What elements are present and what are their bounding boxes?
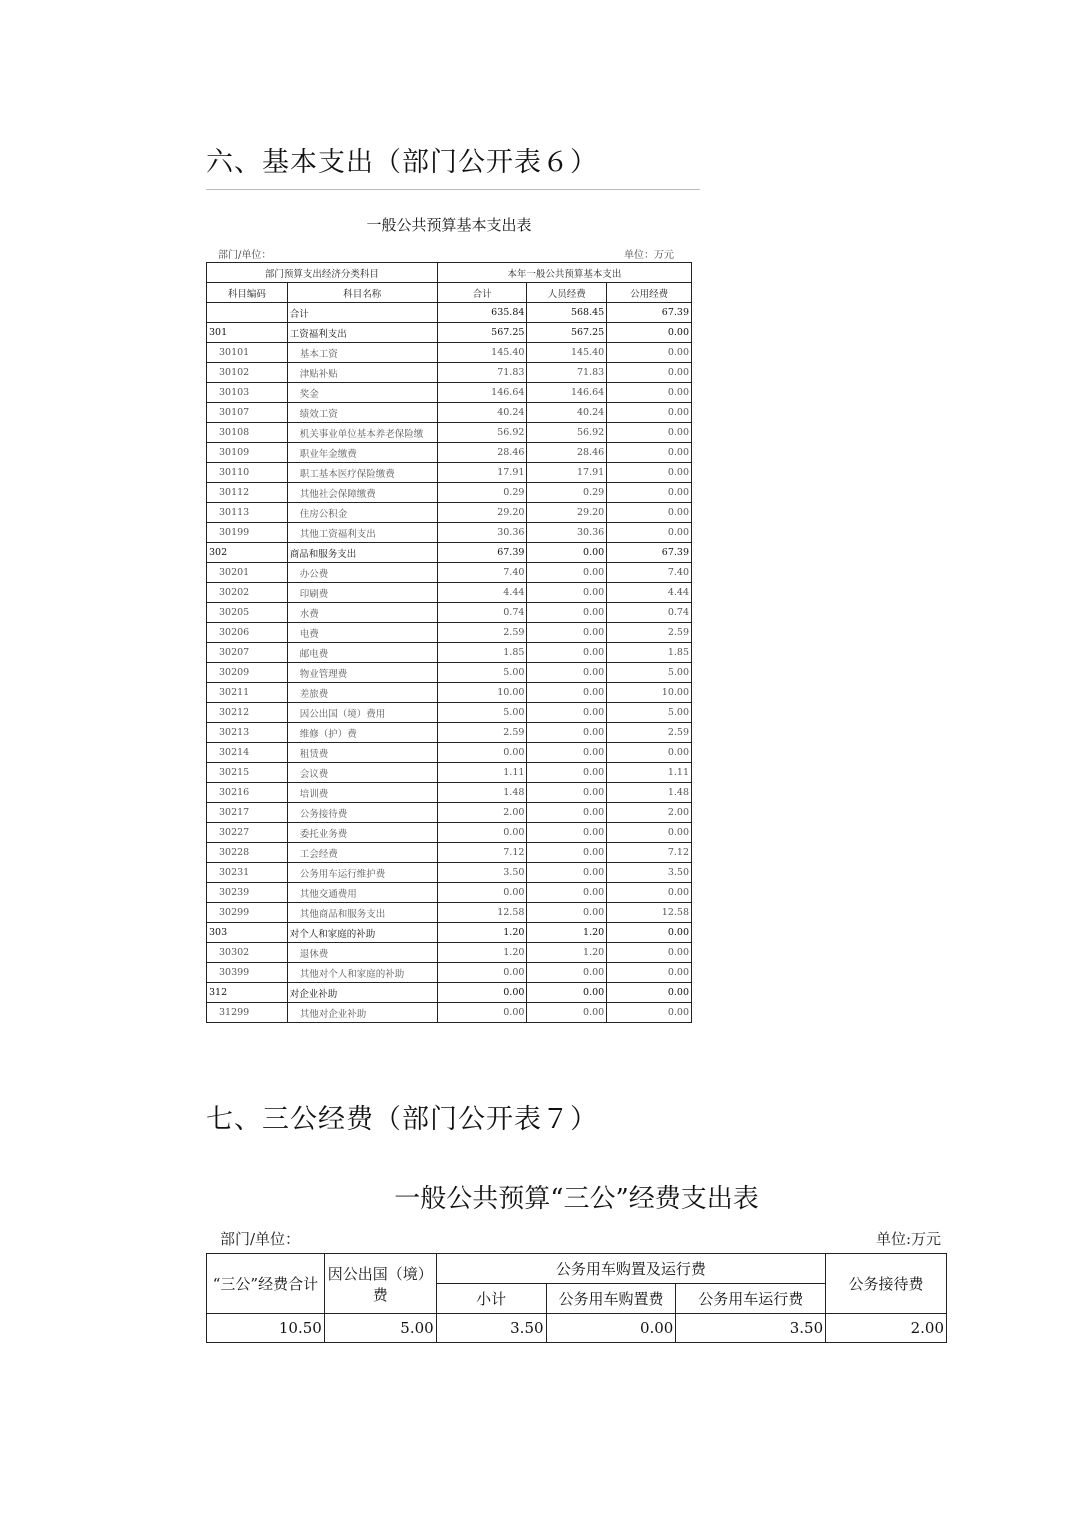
name-cell: 因公出国（境）费用 (287, 703, 437, 723)
code-cell: 30302 (207, 943, 288, 963)
total-cell: 0.00 (437, 823, 527, 843)
code-cell: 302 (207, 543, 288, 563)
group-header: 本年一般公共预算基本支出 (437, 263, 691, 283)
total-cell: 4.44 (437, 583, 527, 603)
value-cell: 3.50 (436, 1314, 546, 1343)
section6-heading: 六、基本支出（部门公开表６） (206, 147, 598, 178)
personnel-cell: 1.20 (527, 943, 607, 963)
name-cell: 其他交通费用 (287, 883, 437, 903)
public-cell: 1.85 (607, 643, 692, 663)
code-cell: 30110 (207, 463, 288, 483)
code-cell: 30112 (207, 483, 288, 503)
code-cell: 30299 (207, 903, 288, 923)
code-cell: 30214 (207, 743, 288, 763)
table-row (207, 943, 692, 963)
table-row (207, 463, 692, 483)
total-cell: 0.00 (437, 743, 527, 763)
public-cell: 0.00 (607, 363, 692, 383)
total-cell: 12.58 (437, 903, 527, 923)
total-cell: 30.36 (437, 523, 527, 543)
name-cell: 机关事业单位基本养老保险缴 (287, 423, 437, 443)
total-cell: 29.20 (437, 503, 527, 523)
value-cell: 5.00 (324, 1314, 436, 1343)
table-row (207, 363, 692, 383)
name-cell: 合计 (287, 303, 437, 323)
personnel-cell: 567.25 (527, 323, 607, 343)
name-cell: 基本工资 (287, 343, 437, 363)
code-cell: 30201 (207, 563, 288, 583)
name-cell: 水费 (287, 603, 437, 623)
name-cell: 物业管理费 (287, 663, 437, 683)
total-cell: 0.00 (437, 983, 527, 1003)
code-cell: 30231 (207, 863, 288, 883)
total-cell: 71.83 (437, 363, 527, 383)
total-cell: 1.20 (437, 923, 527, 943)
personnel-cell: 0.00 (527, 803, 607, 823)
table-row (207, 903, 692, 923)
total-cell: 56.92 (437, 423, 527, 443)
public-cell: 1.11 (607, 763, 692, 783)
name-cell: 委托业务费 (287, 823, 437, 843)
total-cell: 1.20 (437, 943, 527, 963)
public-cell: 0.00 (607, 1003, 692, 1023)
personnel-cell: 0.00 (527, 543, 607, 563)
public-cell: 0.00 (607, 483, 692, 503)
personnel-cell: 0.00 (527, 643, 607, 663)
personnel-cell: 0.00 (527, 883, 607, 903)
public-cell: 3.50 (607, 863, 692, 883)
personnel-cell: 0.00 (527, 583, 607, 603)
group-header: 公务用车购置及运行费 (436, 1254, 825, 1284)
personnel-cell: 146.64 (527, 383, 607, 403)
table-row (207, 803, 692, 823)
public-cell: 0.00 (607, 743, 692, 763)
personnel-cell: 568.45 (527, 303, 607, 323)
total-cell: 67.39 (437, 543, 527, 563)
value-cell: 2.00 (826, 1314, 947, 1343)
personnel-cell: 0.00 (527, 983, 607, 1003)
total-cell: 28.46 (437, 443, 527, 463)
public-cell: 0.00 (607, 923, 692, 943)
name-cell: 印刷费 (287, 583, 437, 603)
total-cell: 5.00 (437, 703, 527, 723)
personnel-cell: 0.00 (527, 783, 607, 803)
total-cell: 2.59 (437, 623, 527, 643)
personnel-cell: 17.91 (527, 463, 607, 483)
public-cell: 67.39 (607, 543, 692, 563)
total-cell: 145.40 (437, 343, 527, 363)
personnel-cell: 0.00 (527, 683, 607, 703)
dept-label: 部门/单位： (220, 1230, 301, 1248)
column-header: 因公出国（境）费 (324, 1254, 436, 1314)
total-cell: 1.11 (437, 763, 527, 783)
code-cell: 30109 (207, 443, 288, 463)
total-cell: 10.00 (437, 683, 527, 703)
total-cell: 0.29 (437, 483, 527, 503)
personnel-cell: 0.29 (527, 483, 607, 503)
table-row (207, 503, 692, 523)
code-cell: 30207 (207, 643, 288, 663)
code-cell: 30228 (207, 843, 288, 863)
personnel-cell: 0.00 (527, 963, 607, 983)
table-row (207, 323, 692, 343)
personnel-cell: 0.00 (527, 1003, 607, 1023)
public-cell: 5.00 (607, 703, 692, 723)
public-cell: 4.44 (607, 583, 692, 603)
public-cell: 0.00 (607, 323, 692, 343)
public-cell: 12.58 (607, 903, 692, 923)
public-cell: 7.40 (607, 563, 692, 583)
name-cell: 差旅费 (287, 683, 437, 703)
total-cell: 3.50 (437, 863, 527, 883)
total-cell: 2.00 (437, 803, 527, 823)
table-row (207, 303, 692, 323)
column-header: 公务用车运行费 (676, 1284, 826, 1314)
unit-label: 单位：万元 (624, 250, 674, 261)
code-cell: 30199 (207, 523, 288, 543)
name-cell: 其他对企业补助 (287, 1003, 437, 1023)
code-cell: 30399 (207, 963, 288, 983)
code-cell: 30101 (207, 343, 288, 363)
table-row (207, 783, 692, 803)
code-cell: 30239 (207, 883, 288, 903)
public-cell: 5.00 (607, 663, 692, 683)
table-row (207, 603, 692, 623)
public-cell: 0.00 (607, 523, 692, 543)
personnel-cell: 145.40 (527, 343, 607, 363)
personnel-cell: 40.24 (527, 403, 607, 423)
table2-title: 一般公共预算“三公”经费支出表 (394, 1184, 759, 1214)
divider (206, 189, 700, 190)
code-cell: 30102 (207, 363, 288, 383)
name-cell: 工资福利支出 (287, 323, 437, 343)
public-cell: 0.00 (607, 883, 692, 903)
public-cell: 0.00 (607, 823, 692, 843)
personnel-cell: 0.00 (527, 743, 607, 763)
code-cell (207, 303, 288, 323)
name-cell: 工会经费 (287, 843, 437, 863)
column-header: 公用经费 (607, 283, 692, 303)
table-row (207, 743, 692, 763)
code-cell: 30212 (207, 703, 288, 723)
table-row (207, 483, 692, 503)
name-cell: 电费 (287, 623, 437, 643)
personnel-cell: 0.00 (527, 623, 607, 643)
section7-heading: 七、三公经费（部门公开表７） (206, 1104, 598, 1135)
total-cell: 0.00 (437, 963, 527, 983)
public-cell: 0.74 (607, 603, 692, 623)
name-cell: 会议费 (287, 763, 437, 783)
public-cell: 1.48 (607, 783, 692, 803)
public-cell: 0.00 (607, 343, 692, 363)
public-cell: 2.00 (607, 803, 692, 823)
total-cell: 635.84 (437, 303, 527, 323)
table-row (207, 763, 692, 783)
table-row (207, 683, 692, 703)
code-cell: 303 (207, 923, 288, 943)
name-cell: 其他商品和服务支出 (287, 903, 437, 923)
name-cell: 职工基本医疗保险缴费 (287, 463, 437, 483)
public-cell: 0.00 (607, 983, 692, 1003)
unit-label: 单位:万元 (876, 1230, 942, 1248)
name-cell: 培训费 (287, 783, 437, 803)
personnel-cell: 29.20 (527, 503, 607, 523)
code-cell: 30113 (207, 503, 288, 523)
name-cell: 绩效工资 (287, 403, 437, 423)
table-row (207, 563, 692, 583)
table-row (207, 723, 692, 743)
public-cell: 0.00 (607, 443, 692, 463)
total-cell: 0.00 (437, 1003, 527, 1023)
table-row (207, 623, 692, 643)
three-public-expenses-table (206, 1253, 947, 1343)
table-row (207, 523, 692, 543)
public-cell: 7.12 (607, 843, 692, 863)
code-cell: 312 (207, 983, 288, 1003)
personnel-cell: 71.83 (527, 363, 607, 383)
public-cell: 0.00 (607, 943, 692, 963)
table-row (207, 423, 692, 443)
table-row (207, 1003, 692, 1023)
group-header: 部门预算支出经济分类科目 (207, 263, 438, 283)
personnel-cell: 56.92 (527, 423, 607, 443)
code-cell: 30227 (207, 823, 288, 843)
name-cell: 租赁费 (287, 743, 437, 763)
column-header: 人员经费 (527, 283, 607, 303)
code-cell: 30205 (207, 603, 288, 623)
name-cell: 其他对个人和家庭的补助 (287, 963, 437, 983)
table-row (207, 663, 692, 683)
dept-label: 部门/单位： (218, 250, 272, 261)
code-cell: 30209 (207, 663, 288, 683)
table-row (207, 543, 692, 563)
code-cell: 30103 (207, 383, 288, 403)
table-row (207, 983, 692, 1003)
public-cell: 2.59 (607, 623, 692, 643)
table-row (207, 823, 692, 843)
personnel-cell: 0.00 (527, 863, 607, 883)
table-row (207, 443, 692, 463)
personnel-cell: 0.00 (527, 843, 607, 863)
personnel-cell: 0.00 (527, 723, 607, 743)
public-cell: 0.00 (607, 963, 692, 983)
name-cell: 奖金 (287, 383, 437, 403)
table-row (207, 343, 692, 363)
public-cell: 2.59 (607, 723, 692, 743)
total-cell: 7.40 (437, 563, 527, 583)
personnel-cell: 0.00 (527, 763, 607, 783)
column-header: “三公”经费合计 (207, 1254, 325, 1314)
total-cell: 0.00 (437, 883, 527, 903)
table-row (207, 963, 692, 983)
table1-title: 一般公共预算基本支出表 (366, 216, 532, 234)
public-cell: 67.39 (607, 303, 692, 323)
total-cell: 567.25 (437, 323, 527, 343)
total-cell: 40.24 (437, 403, 527, 423)
table-row (207, 883, 692, 903)
table-row (207, 403, 692, 423)
name-cell: 对企业补助 (287, 983, 437, 1003)
personnel-cell: 0.00 (527, 603, 607, 623)
name-cell: 公务用车运行维护费 (287, 863, 437, 883)
name-cell: 其他社会保障缴费 (287, 483, 437, 503)
code-cell: 30206 (207, 623, 288, 643)
code-cell: 30216 (207, 783, 288, 803)
personnel-cell: 28.46 (527, 443, 607, 463)
name-cell: 维修（护）费 (287, 723, 437, 743)
personnel-cell: 0.00 (527, 823, 607, 843)
name-cell: 职业年金缴费 (287, 443, 437, 463)
personnel-cell: 30.36 (527, 523, 607, 543)
table-row (207, 703, 692, 723)
name-cell: 住房公积金 (287, 503, 437, 523)
personnel-cell: 0.00 (527, 903, 607, 923)
name-cell: 其他工资福利支出 (287, 523, 437, 543)
table-row (207, 923, 692, 943)
value-cell: 10.50 (207, 1314, 325, 1343)
total-cell: 1.85 (437, 643, 527, 663)
total-cell: 146.64 (437, 383, 527, 403)
total-cell: 2.59 (437, 723, 527, 743)
column-header: 合计 (437, 283, 527, 303)
name-cell: 公务接待费 (287, 803, 437, 823)
column-header: 公务接待费 (826, 1254, 947, 1314)
code-cell: 30217 (207, 803, 288, 823)
personnel-cell: 1.20 (527, 923, 607, 943)
public-cell: 10.00 (607, 683, 692, 703)
total-cell: 7.12 (437, 843, 527, 863)
table-row (207, 863, 692, 883)
public-cell: 0.00 (607, 403, 692, 423)
name-cell: 商品和服务支出 (287, 543, 437, 563)
name-cell: 退休费 (287, 943, 437, 963)
total-cell: 1.48 (437, 783, 527, 803)
table-row (207, 643, 692, 663)
personnel-cell: 0.00 (527, 663, 607, 683)
column-header: 公务用车购置费 (546, 1284, 676, 1314)
public-cell: 0.00 (607, 383, 692, 403)
code-cell: 30108 (207, 423, 288, 443)
column-header: 小计 (436, 1284, 546, 1314)
public-cell: 0.00 (607, 503, 692, 523)
total-cell: 0.74 (437, 603, 527, 623)
table-row (207, 843, 692, 863)
name-cell: 对个人和家庭的补助 (287, 923, 437, 943)
column-header: 科目编码 (207, 283, 288, 303)
personnel-cell: 0.00 (527, 563, 607, 583)
code-cell: 30211 (207, 683, 288, 703)
total-cell: 5.00 (437, 663, 527, 683)
code-cell: 30107 (207, 403, 288, 423)
public-cell: 0.00 (607, 463, 692, 483)
code-cell: 30202 (207, 583, 288, 603)
code-cell: 30215 (207, 763, 288, 783)
value-cell: 0.00 (546, 1314, 676, 1343)
public-cell: 0.00 (607, 423, 692, 443)
personnel-cell: 0.00 (527, 703, 607, 723)
table-row (207, 583, 692, 603)
basic-expenditure-table (206, 262, 692, 1023)
name-cell: 津贴补贴 (287, 363, 437, 383)
name-cell: 邮电费 (287, 643, 437, 663)
code-cell: 30213 (207, 723, 288, 743)
name-cell: 办公费 (287, 563, 437, 583)
total-cell: 17.91 (437, 463, 527, 483)
value-cell: 3.50 (676, 1314, 826, 1343)
table-row (207, 383, 692, 403)
column-header: 科目名称 (287, 283, 437, 303)
code-cell: 31299 (207, 1003, 288, 1023)
code-cell: 301 (207, 323, 288, 343)
